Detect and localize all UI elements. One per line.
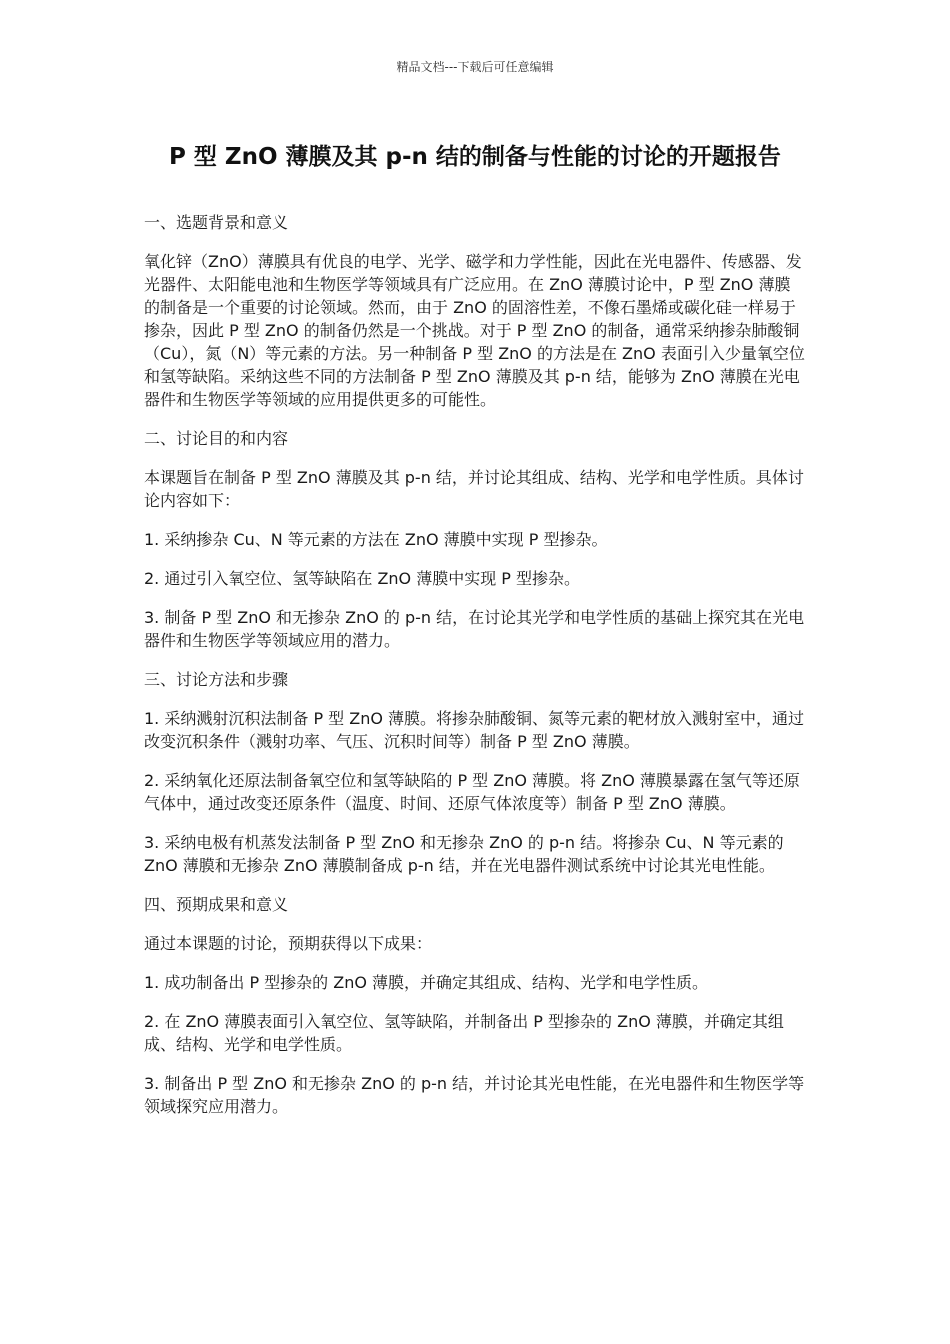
list-item-objective-1: 1. 采纳掺杂 Cu、N 等元素的方法在 ZnO 薄膜中实现 P 型掺杂。 [144,530,608,549]
list-item-outcome-3: 3. 制备出 P 型 ZnO 和无掺杂 ZnO 的 p-n 结，并讨论其光电性能，在光电器件和生物医学等领域探究应用潜力。 [144,1074,805,1116]
section-heading-methods: 三、讨论方法和步骤 [144,670,289,689]
list-item-objective-2: 2. 通过引入氧空位、氢等缺陷在 ZnO 薄膜中实现 P 型掺杂。 [144,569,581,588]
list-item-method-2: 2. 采纳氧化还原法制备氧空位和氢等缺陷的 P 型 ZnO 薄膜。将 ZnO 薄膜暴露在氢气等还原气体中，通过改变还原条件（温度、时间、还原气体浓度等）制备 P 型 ZnO 薄膜。 [144,771,800,813]
document-body [144,211,806,1134]
section-heading-outcomes: 四、预期成果和意义 [144,895,289,914]
list-item-method-3: 3. 采纳电极有机蒸发法制备 P 型 ZnO 和无掺杂 ZnO 的 p-n 结。将掺杂 Cu、N 等元素的 ZnO 薄膜和无掺杂 ZnO 薄膜制备成 p-n 结，并在光电器件测试系统中讨论其光电性能。 [144,833,784,875]
paragraph-outcomes-intro: 通过本课题的讨论，预期获得以下成果： [144,934,433,953]
section-heading-background: 一、选题背景和意义 [144,213,289,232]
list-item-method-1: 1. 采纳溅射沉积法制备 P 型 ZnO 薄膜。将掺杂肺酸铜、氮等元素的靶材放入溅射室中，通过改变沉积条件（溅射功率、气压、沉积时间等）制备 P 型 ZnO 薄膜。 [144,709,805,751]
header-note: 精品文档---下载后可任意编辑 [396,60,554,74]
section-heading-objectives: 二、讨论目的和内容 [144,429,289,448]
list-item-outcome-1: 1. 成功制备出 P 型掺杂的 ZnO 薄膜，并确定其组成、结构、光学和电学性质。 [144,973,709,992]
list-item-objective-3: 3. 制备 P 型 ZnO 和无掺杂 ZnO 的 p-n 结，在讨论其光学和电学性质的基础上探究其在光电器件和生物医学等领域应用的潜力。 [144,608,805,650]
list-item-outcome-2: 2. 在 ZnO 薄膜表面引入氧空位、氢等缺陷，并制备出 P 型掺杂的 ZnO 薄膜，并确定其组成、结构、光学和电学性质。 [144,1012,784,1054]
document-title: P 型 ZnO 薄膜及其 p-n 结的制备与性能的讨论的开题报告 [169,144,781,170]
paragraph-objectives-intro: 本课题旨在制备 P 型 ZnO 薄膜及其 p-n 结，并讨论其组成、结构、光学和电学性质。具体讨论内容如下： [144,468,804,510]
paragraph-background: 氧化锌（ZnO）薄膜具有优良的电学、光学、磁学和力学性能，因此在光电器件、传感器、发光器件、太阳能电池和生物医学等领域具有广泛应用。在 ZnO 薄膜讨论中，P 型 ZnO 薄膜的制备是一个重要的讨论领域。然而，由于 ZnO 的固溶性差，不像石墨烯或碳化硅一样易于掺杂，因此 P 型 ZnO 的制备仍然是一个挑战。对于 P 型 ZnO 的制备，通常采纳掺杂肺酸铜（Cu），氮（N）等元素的方法。另一种制备 P 型 ZnO 的方法是在 ZnO 表面引入少量氧空位和氢等缺陷。采纳这些不同的方法制备 P 型 ZnO 薄膜及其 p-n 结，能够为 ZnO 薄膜在光电器件和生物医学等领域的应用提供更多的可能性。 [144,252,805,409]
